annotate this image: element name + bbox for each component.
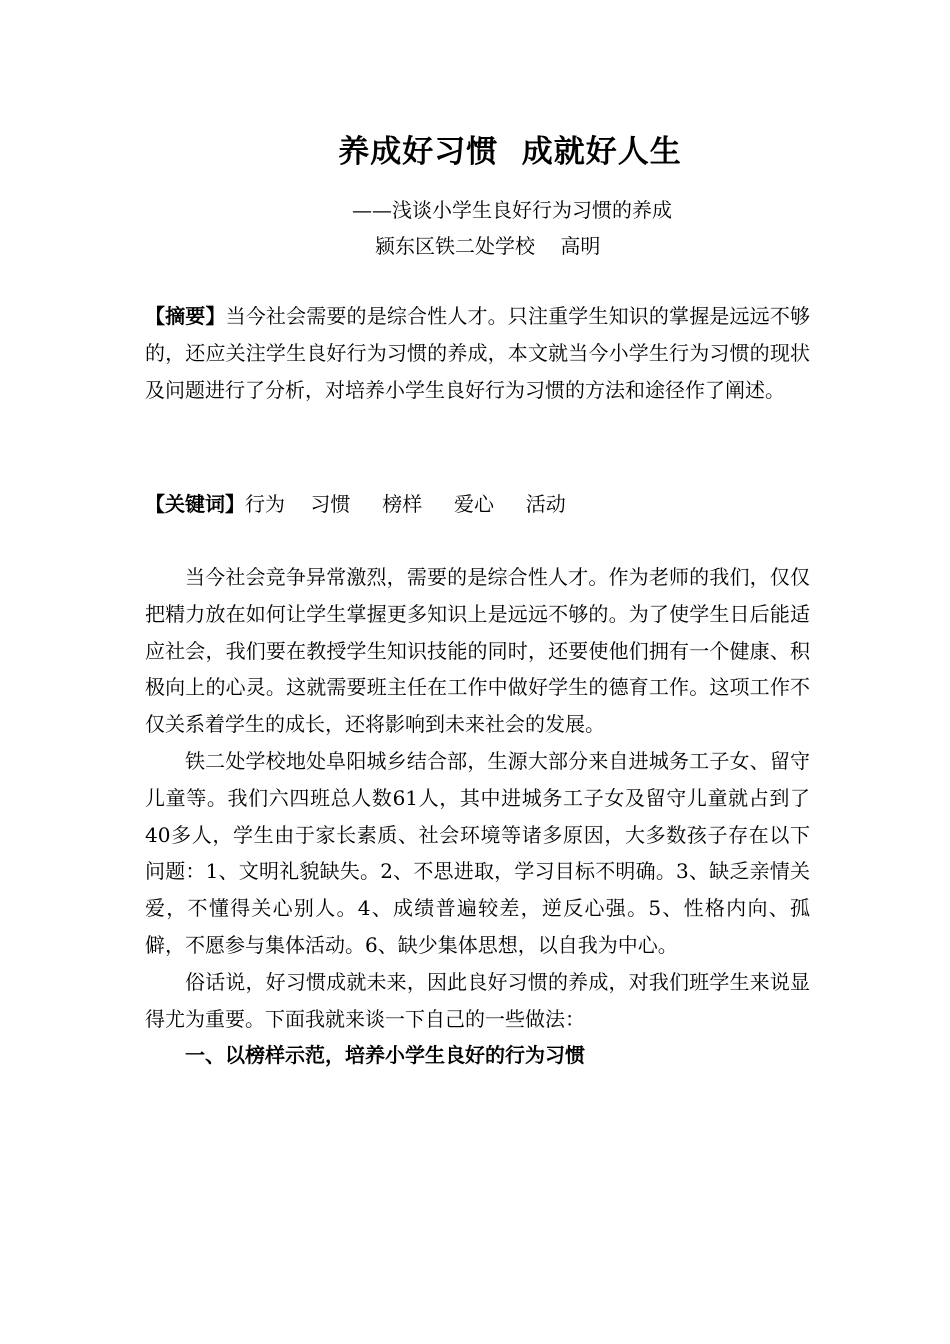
document-subtitle: ——浅谈小学生良好行为习惯的养成 xyxy=(352,198,672,222)
abstract-label: 【摘要】 xyxy=(145,304,226,328)
section-heading: 一、以榜样示范，培养小学生良好的行为习惯 xyxy=(185,1043,585,1068)
keywords-text: 行为 习惯 榜样 爱心 活动 xyxy=(245,492,566,516)
document-author: 颍东区铁二处学校 高明 xyxy=(375,234,601,258)
keywords-label: 【关键词】 xyxy=(145,492,245,516)
document-title: 养成好习惯 成就好人生 xyxy=(338,134,682,170)
abstract-block xyxy=(145,298,810,409)
abstract-text: 当今社会需要的是综合性人才。只注重学生知识的掌握是远远不够的，还应关注学生良好行为习惯的养成，本文就当今小学生行为习惯的现状及问题进行了分析，对培养小学生良好行为习惯的方法和途径作了阐述。 xyxy=(145,304,810,402)
body-paragraph-3: 俗话说，好习惯成就未来，因此良好习惯的养成，对我们班学生来说显得尤为重要。下面我就来谈一下自己的一些做法： xyxy=(145,969,810,1031)
keywords-block xyxy=(145,486,566,523)
body-text xyxy=(145,559,810,1074)
body-paragraph-1: 当今社会竞争异常激烈，需要的是综合性人才。作为老师的我们，仅仅把精力放在如何让学生掌握更多知识上是远远不够的。为了使学生日后能适应社会，我们要在教授学生知识技能的同时，还要使他们拥有一个健康、积极向上的心灵。这就需要班主任在工作中做好学生的德育工作。这项工作不仅关系着学生的成长，还将影响到未来社会的发展。 xyxy=(145,565,810,737)
body-paragraph-2: 铁二处学校地处阜阳城乡结合部，生源大部分来自进城务工子女、留守儿童等。我们六四班总人数61人，其中进城务工子女及留守儿童就占到了40多人，学生由于家长素质、社会环境等诸多原因，大多数孩子存在以下问题：1、文明礼貌缺失。2、不思进取，学习目标不明确。3、缺乏亲情关爱，不懂得关心别人。4、成绩普遍较差，逆反心强。5、性格内向、孤僻，不愿参与集体活动。6、缺少集体思想，以自我为中心。 xyxy=(145,748,810,957)
